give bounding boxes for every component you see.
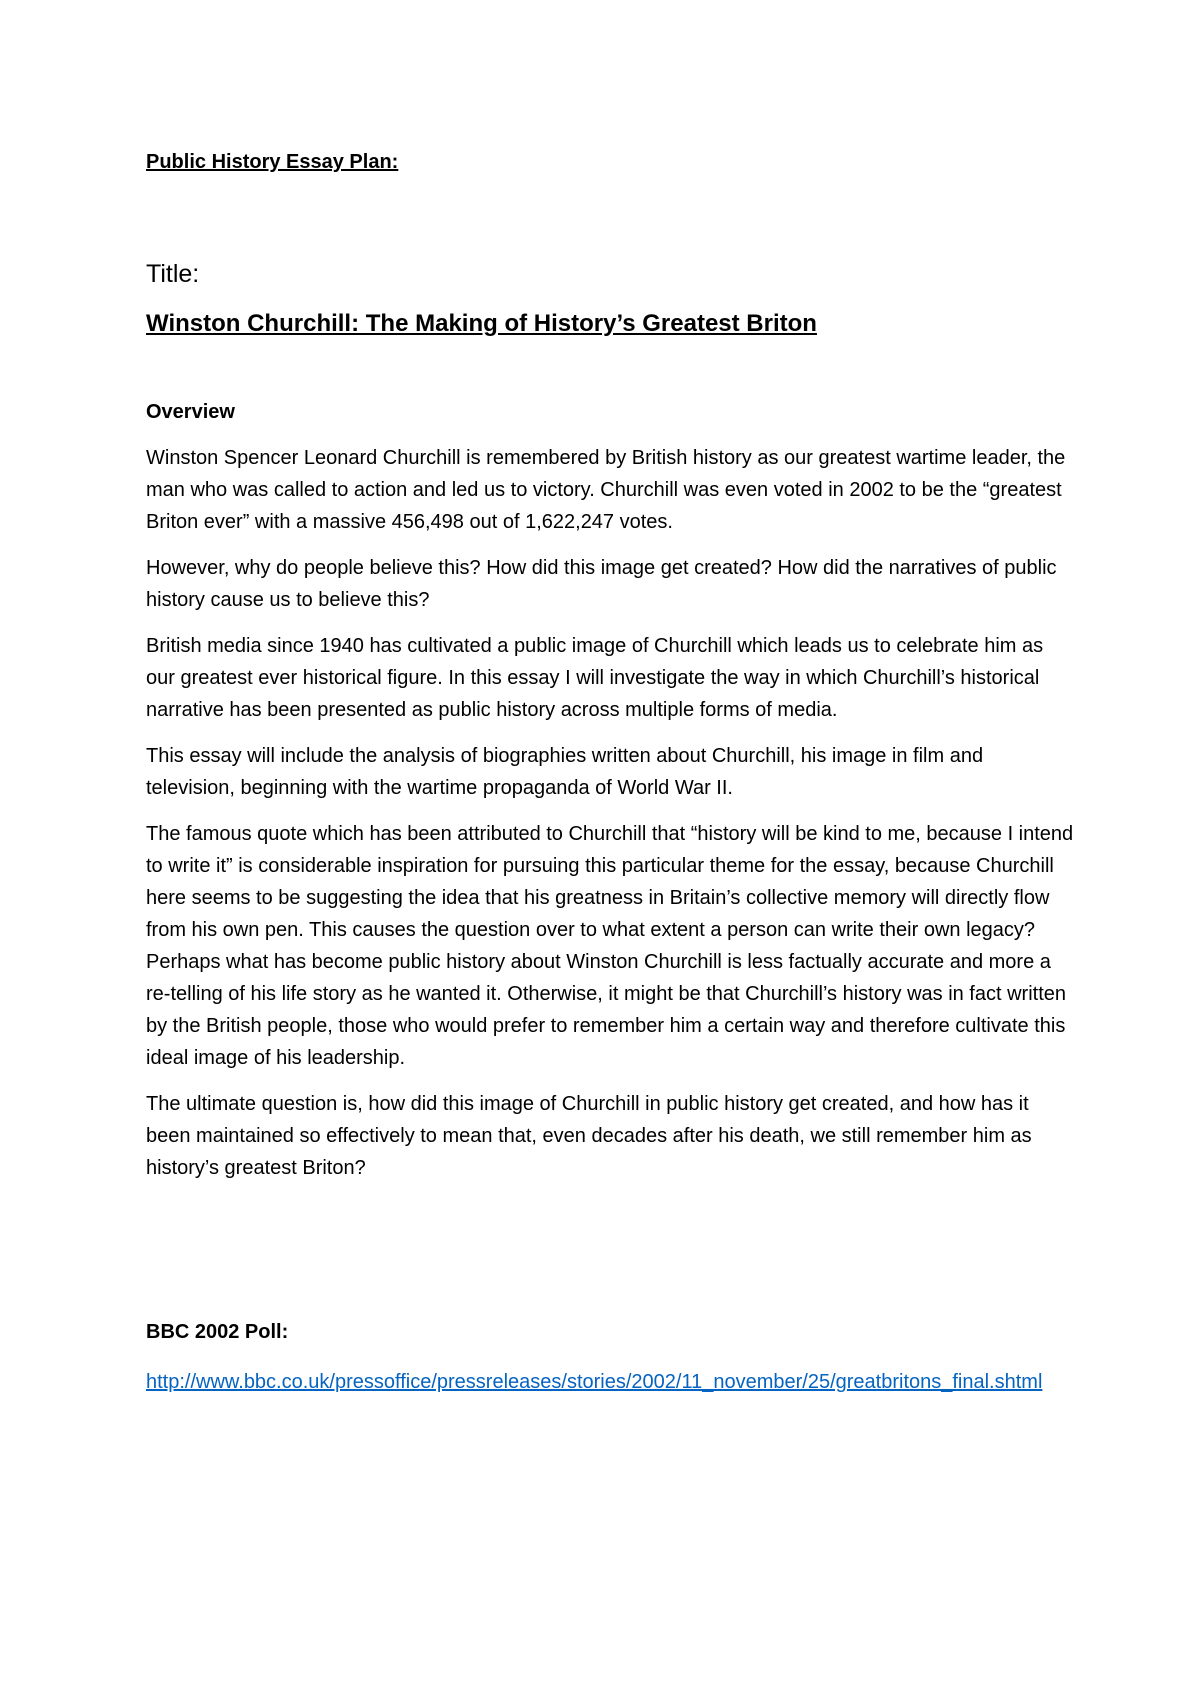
paragraph-media: British media since 1940 has cultivated a public image of Churchill which leads us to celebrate him as our greatest ever historical figure. In this essay I will investigate the way in which Churchill’s historical narrative has been presented as public history across multiple forms of media. xyxy=(146,635,1044,721)
paragraph-scope: This essay will include the analysis of biographies written about Churchill, his image in film and television, beginning with the wartime propaganda of World War II. xyxy=(146,745,984,799)
poll-heading: BBC 2002 Poll: xyxy=(146,1321,289,1343)
poll-link[interactable]: http://www.bbc.co.uk/pressoffice/pressreleases/stories/2002/11_november/25/greatbritons_final.shtml xyxy=(146,1371,1043,1393)
paragraph-ultimate-question: The ultimate question is, how did this image of Churchill in public history get created, and how has it been maintained so effectively to mean that, even decades after his death, we still remember him as history’s greatest Briton? xyxy=(146,1093,1032,1179)
document-heading: Public History Essay Plan: xyxy=(146,151,399,173)
document-body xyxy=(146,148,1076,1398)
essay-title: Winston Churchill: The Making of History’s Greatest Briton xyxy=(146,310,817,337)
overview-heading: Overview xyxy=(146,401,235,423)
title-label: Title: xyxy=(146,260,200,288)
paragraph-quote: The famous quote which has been attributed to Churchill that “history will be kind to me, because I intend to write it” is considerable inspiration for pursuing this particular theme for the essay, because Churchill here seems to be suggesting the idea that his greatness in Britain’s collective memory will directly flow from his own pen. This causes the question over to what extent a person can write their own legacy? Perhaps what has become public history about Winston Churchill is less factually accurate and more a re-telling of his life story as he wanted it. Otherwise, it might be that Churchill’s history was in fact written by the British people, those who would prefer to remember him a certain way and therefore cultivate this ideal image of his leadership. xyxy=(146,823,1074,1069)
paragraph-intro: Winston Spencer Leonard Churchill is remembered by British history as our greatest wartime leader, the man who was called to action and led us to victory. Churchill was even voted in 2002 to be the “greatest Briton ever” with a massive 456,498 out of 1,622,247 votes. xyxy=(146,447,1066,533)
paragraph-questions: However, why do people believe this? How did this image get created? How did the narratives of public history cause us to believe this? xyxy=(146,557,1057,611)
